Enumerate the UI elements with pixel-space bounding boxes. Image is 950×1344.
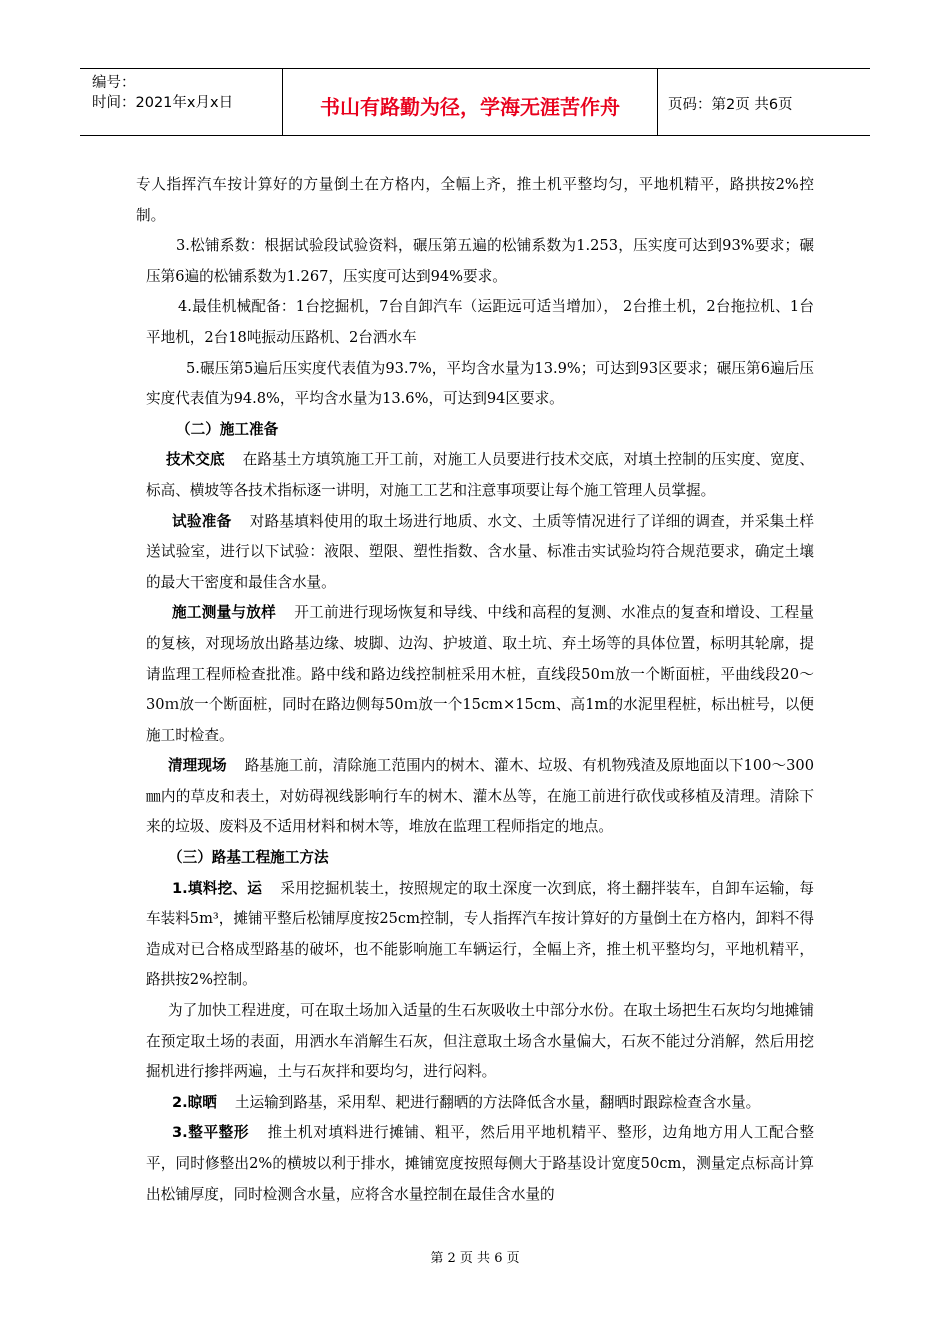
body-paragraph (146, 874, 814, 996)
body-paragraph (146, 231, 814, 292)
paragraph-text: 4.最佳机械配备：1台挖掘机，7台自卸汽车（运距远可适当增加）， 2台推土机，2台拖拉机、1台平地机，2台18吨振动压路机、2台洒水车 (146, 298, 814, 346)
body-paragraph (146, 507, 814, 599)
paragraph-text: 开工前进行现场恢复和导线、中线和高程的复测、水准点的复查和增设、工程量的复核，对现场放出路基边缘、坡脚、边沟、护坡道、取土坑、弃土场等的具体位置，标明其轮廓，提请监理工程师检查批准。路中线和路边线控制桩采用木桩，直线段50ｍ放一个断面桩，平曲线段20～30ｍ放一个断面桩，同时在路边侧每50ｍ放一个15cm×15cm、高1m的水泥里程桩，标出桩号，以便施工时检查。 (146, 604, 814, 744)
section-heading: （三）路基工程施工方法 (168, 849, 329, 867)
paragraph-lead: 技术交底 (166, 451, 225, 469)
paragraph-text: 推土机对填料进行摊铺、粗平，然后用平地机精平、整形，边角地方用人工配合整平，同时修整出2%的横坡以利于排水，摊铺宽度按照每侧大于路基设计宽度50cm，测量定点标高计算出松铺厚度，同时检测含水量，应将含水量控制在最佳含水量的 (146, 1124, 814, 1203)
body-paragraph (146, 996, 814, 1088)
body-paragraph (146, 292, 814, 353)
paragraph-text: 在路基土方填筑施工开工前，对施工人员要进行技术交底，对填土控制的压实度、宽度、标高、横坡等各技术指标逐一讲明，对施工工艺和注意事项要让每个施工管理人员掌握。 (146, 451, 814, 499)
paragraph-text: 专人指挥汽车按计算好的方量倒土在方格内，全幅上齐，推土机平整均匀，平地机精平，路拱按2%控制。 (136, 176, 814, 224)
page-footer: 第 2 页 共 6 页 (430, 1251, 520, 1266)
paragraph-lead: 2.晾晒 (172, 1093, 217, 1111)
paragraph-text: 采用挖掘机装土，按照规定的取土深度一次到底，将土翻拌装车，自卸车运输，每车装料5m³，摊铺平整后松铺厚度按25cm控制，专人指挥汽车按计算好的方量倒土在方格内，卸料不得造成对已合格成型路基的破坏，也不能影响施工车辆运行，全幅上齐，推土机平整均匀，平地机精平，路拱按2%控制。 (146, 879, 814, 989)
section-heading: （二）施工准备 (176, 420, 279, 438)
body-paragraph (146, 445, 814, 506)
document-body (136, 170, 814, 1210)
document-header (80, 68, 870, 136)
paragraph-lead: 施工测量与放样 (172, 604, 276, 622)
paragraph-text: 为了加快工程进度，可在取土场加入适量的生石灰吸收土中部分水份。在取土场把生石灰均匀地摊铺在预定取土场的表面，用洒水车消解生石灰，但注意取土场含水量偏大，石灰不能过分消解，然后用挖掘机进行掺拌两遍，土与石灰拌和要均匀，进行闷料。 (146, 1002, 814, 1081)
header-page-info: 页码：第2页 共6页 (668, 97, 793, 113)
paragraph-text: 5.碾压第5遍后压实度代表值为93.7%，平均含水量为13.9%；可达到93区要求；碾压第6遍后压实度代表值为94.8%，平均含水量为13.6%，可达到94区要求。 (146, 359, 814, 408)
paragraph-text: 对路基填料使用的取土场进行地质、水文、土质等情况进行了详细的调查，并采集土样送试验室，进行以下试验：液限、塑限、塑性指数、含水量、标准击实试验均符合规范要求，确定土壤的最大干密度和最佳含水量。 (146, 512, 814, 591)
paragraph-text: 路基施工前，清除施工范围内的树木、灌木、垃圾、有机物残渣及原地面以下100～300㎜内的草皮和表土，对妨碍视线影响行车的树木、灌木丛等，在施工前进行砍伐或移植及清理。清除下来的垃圾、废料及不适用材料和树木等，堆放在监理工程师指定的地点。 (146, 757, 814, 836)
header-meta-cell (80, 69, 283, 135)
body-paragraph (146, 354, 814, 415)
header-page-cell (658, 69, 870, 135)
body-paragraph (146, 1088, 814, 1119)
paragraph-lead: 试验准备 (172, 512, 232, 530)
header-motto: 书山有路勤为径，学海无涯苦作舟 (320, 95, 620, 119)
paragraph-text: 3.松铺系数：根据试验段试验资料，碾压第五遍的松铺系数为1.253，压实度可达到93%要求；碾压第6遍的松铺系数为1.267，压实度可达到94%要求。 (146, 237, 814, 285)
paragraph-lead: 1.填料挖、运 (172, 879, 263, 897)
body-paragraph (146, 751, 814, 843)
paragraph-lead: 3.整平整形 (172, 1124, 250, 1142)
body-paragraph (136, 170, 814, 231)
date-line: 时间：2021年x月x日 (92, 95, 234, 111)
header-motto-cell (283, 69, 658, 135)
body-paragraph (146, 1118, 814, 1210)
body-paragraph (146, 598, 814, 751)
number-label: 编号： (92, 75, 136, 91)
paragraph-text: 土运输到路基，采用犁、耙进行翻晒的方法降低含水量，翻晒时跟踪检查含水量。 (234, 1093, 761, 1111)
paragraph-lead: 清理现场 (168, 757, 227, 775)
